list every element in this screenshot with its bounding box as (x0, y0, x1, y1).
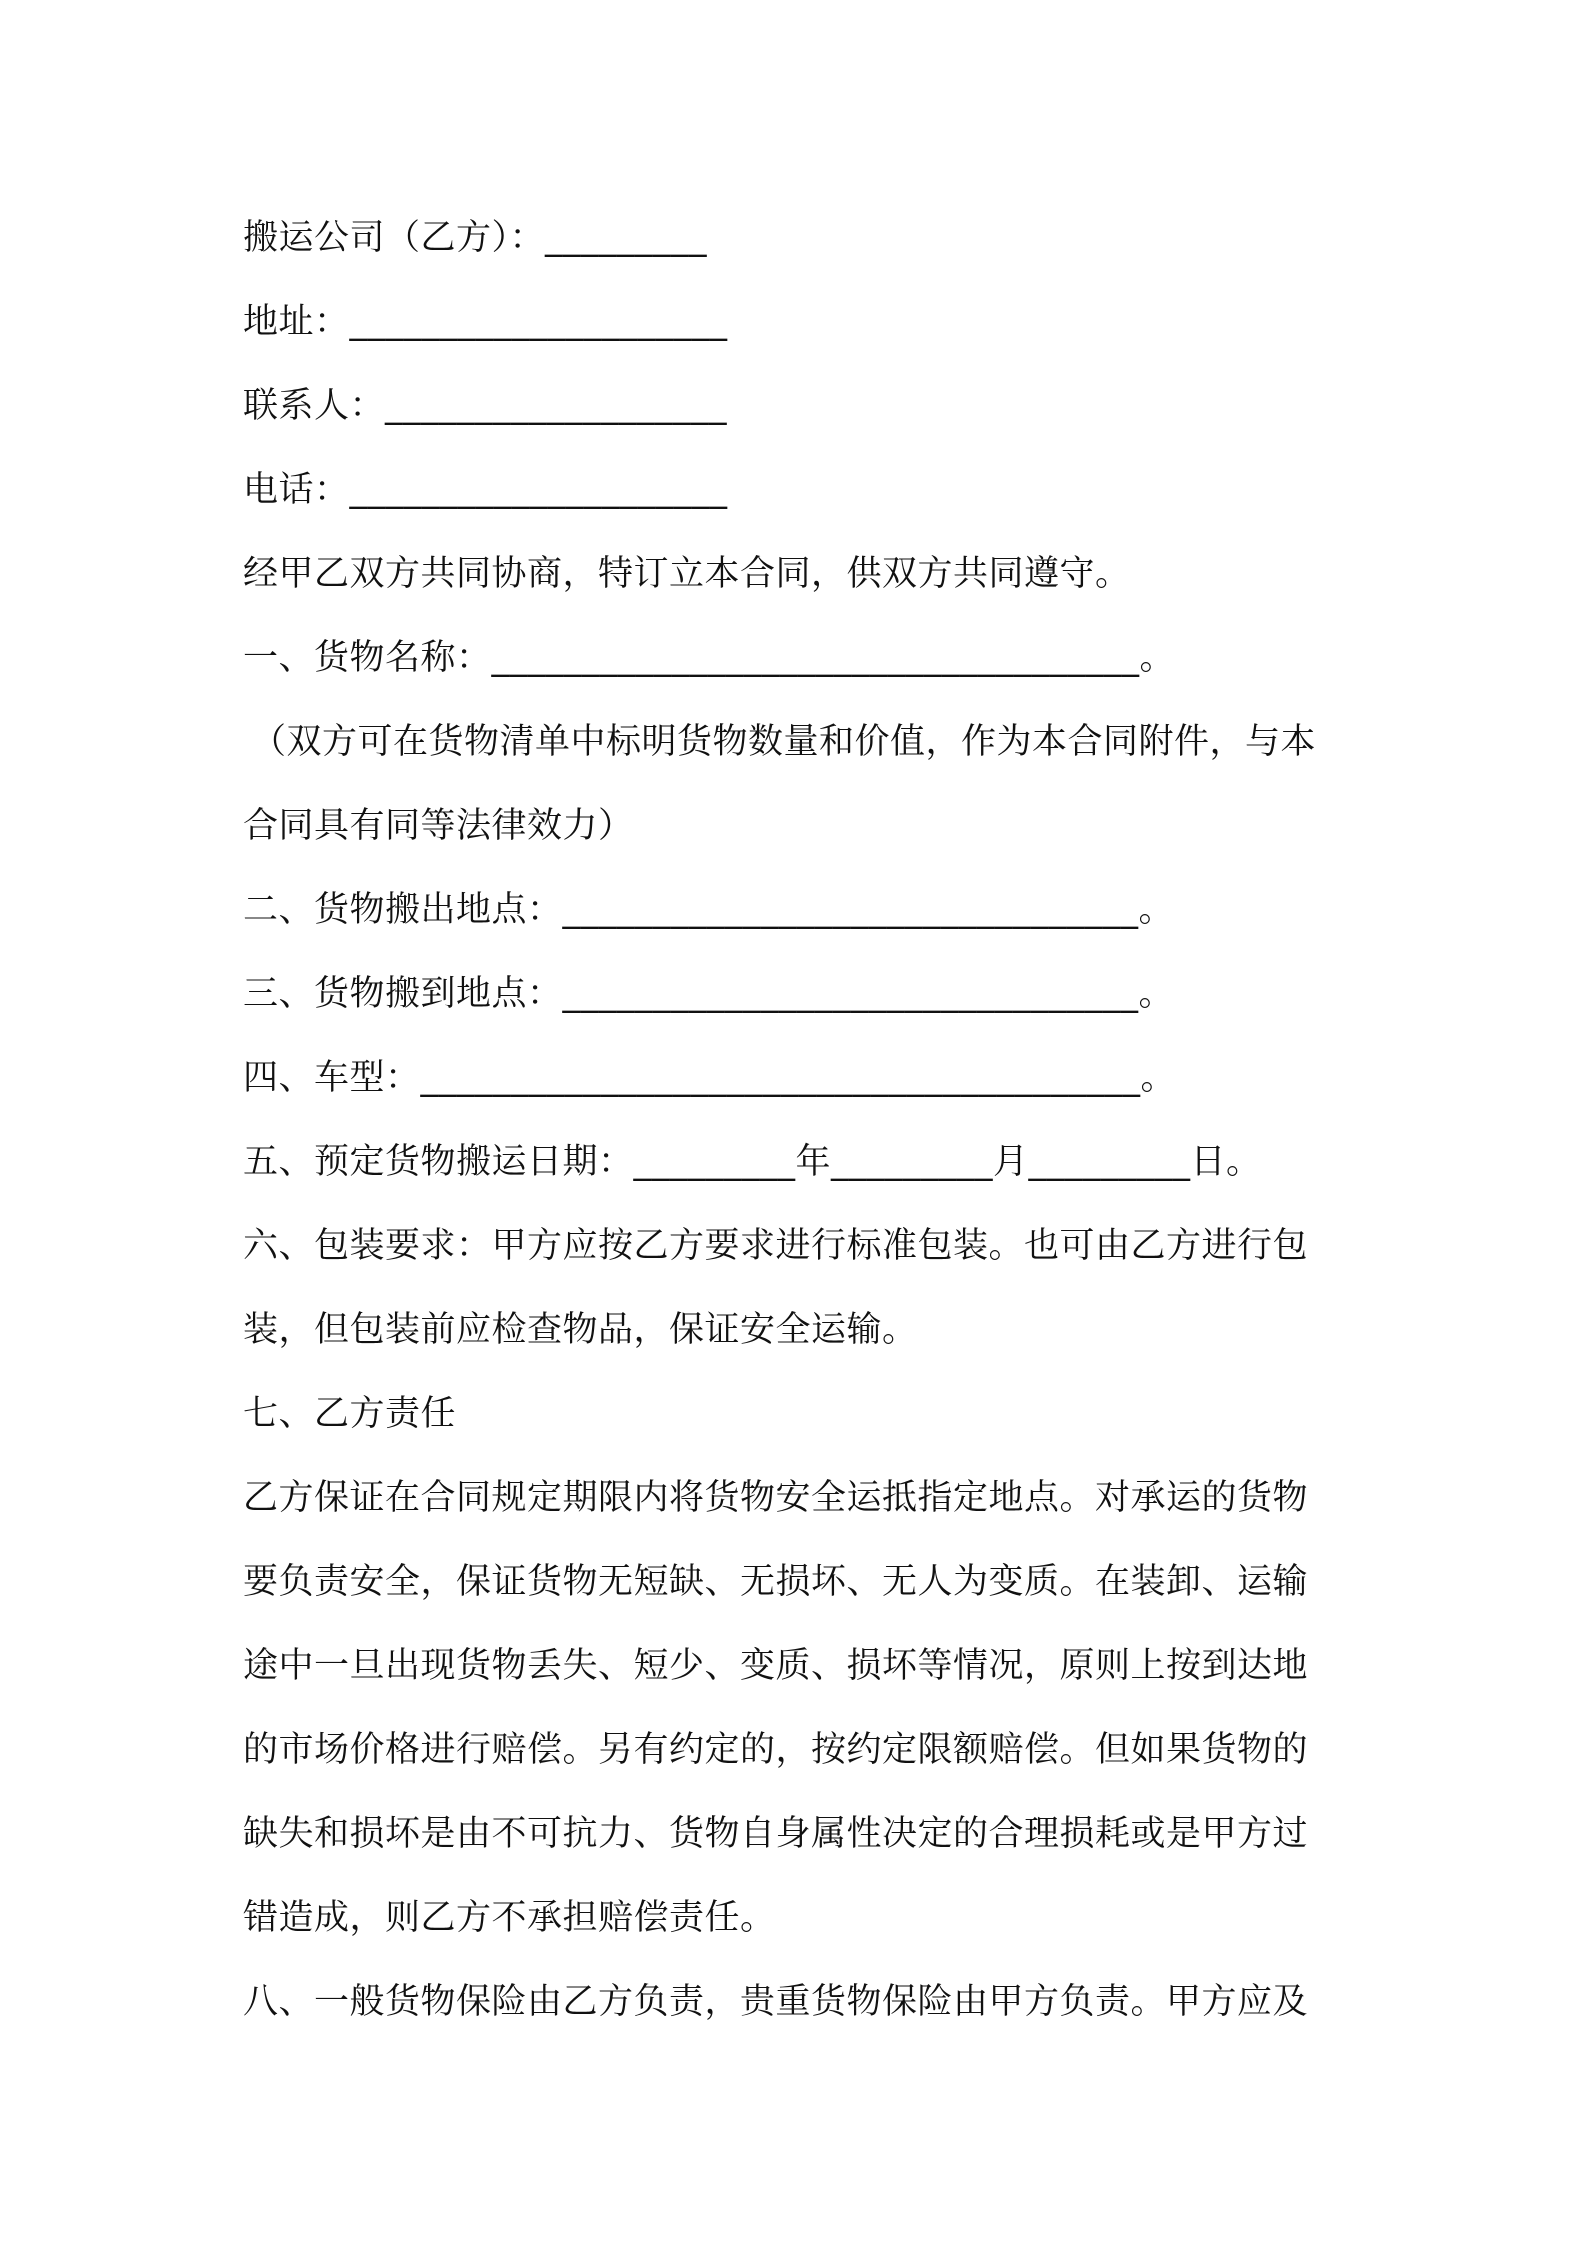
contact-person-line: 联系人：___________________ (243, 386, 728, 426)
clause-1-note-line-1: （双方可在货物清单中标明货物数量和价值，作为本合同附件，与本 (251, 722, 1317, 762)
clause-7-heading: 七、乙方责任 (243, 1394, 457, 1434)
clause-2-origin: 二、货物搬出地点：________________________________。 (243, 890, 1175, 930)
clause-1-note-line-2: 合同具有同等法律效力） (243, 806, 634, 846)
clause-7-body-line-4: 的市场价格进行赔偿。另有约定的，按约定限额赔偿。但如果货物的 (243, 1730, 1309, 1770)
clause-5-moving-date: 五、预定货物搬运日期：_________年_________月_________日。 (243, 1142, 1262, 1182)
clause-7-body-line-5: 缺失和损坏是由不可抗力、货物自身属性决定的合理损耗或是甲方过 (243, 1814, 1309, 1854)
clause-7-body-line-3: 途中一旦出现货物丢失、短少、变质、损坏等情况，原则上按到达地 (243, 1646, 1309, 1686)
clause-7-body-line-1: 乙方保证在合同规定期限内将货物安全运抵指定地点。对承运的货物 (243, 1478, 1309, 1518)
clause-8-insurance-line-1: 八、一般货物保险由乙方负责，贵重货物保险由甲方负责。甲方应及 (243, 1982, 1309, 2022)
clause-1-goods-name: 一、货物名称：____________________________________。 (243, 638, 1176, 678)
clause-3-destination: 三、货物搬到地点：________________________________。 (243, 974, 1175, 1014)
clause-6-packing-line-1: 六、包装要求：甲方应按乙方要求进行标准包装。也可由乙方进行包 (243, 1226, 1309, 1266)
mover-company-line: 搬运公司（乙方）：_________ (243, 218, 708, 258)
address-line: 地址：_____________________ (243, 302, 728, 342)
agreement-intro: 经甲乙双方共同协商，特订立本合同，供双方共同遵守。 (243, 554, 1131, 594)
clause-7-body-line-6: 错造成，则乙方不承担赔偿责任。 (243, 1898, 776, 1938)
clause-6-packing-line-2: 装，但包装前应检查物品，保证安全运输。 (243, 1310, 918, 1350)
clause-4-vehicle-type: 四、车型：________________________________________。 (243, 1058, 1177, 1098)
phone-line: 电话：_____________________ (243, 470, 728, 510)
contract-page (243, 196, 1353, 2044)
clause-7-body-line-2: 要负责安全，保证货物无短缺、无损坏、无人为变质。在装卸、运输 (243, 1562, 1309, 1602)
